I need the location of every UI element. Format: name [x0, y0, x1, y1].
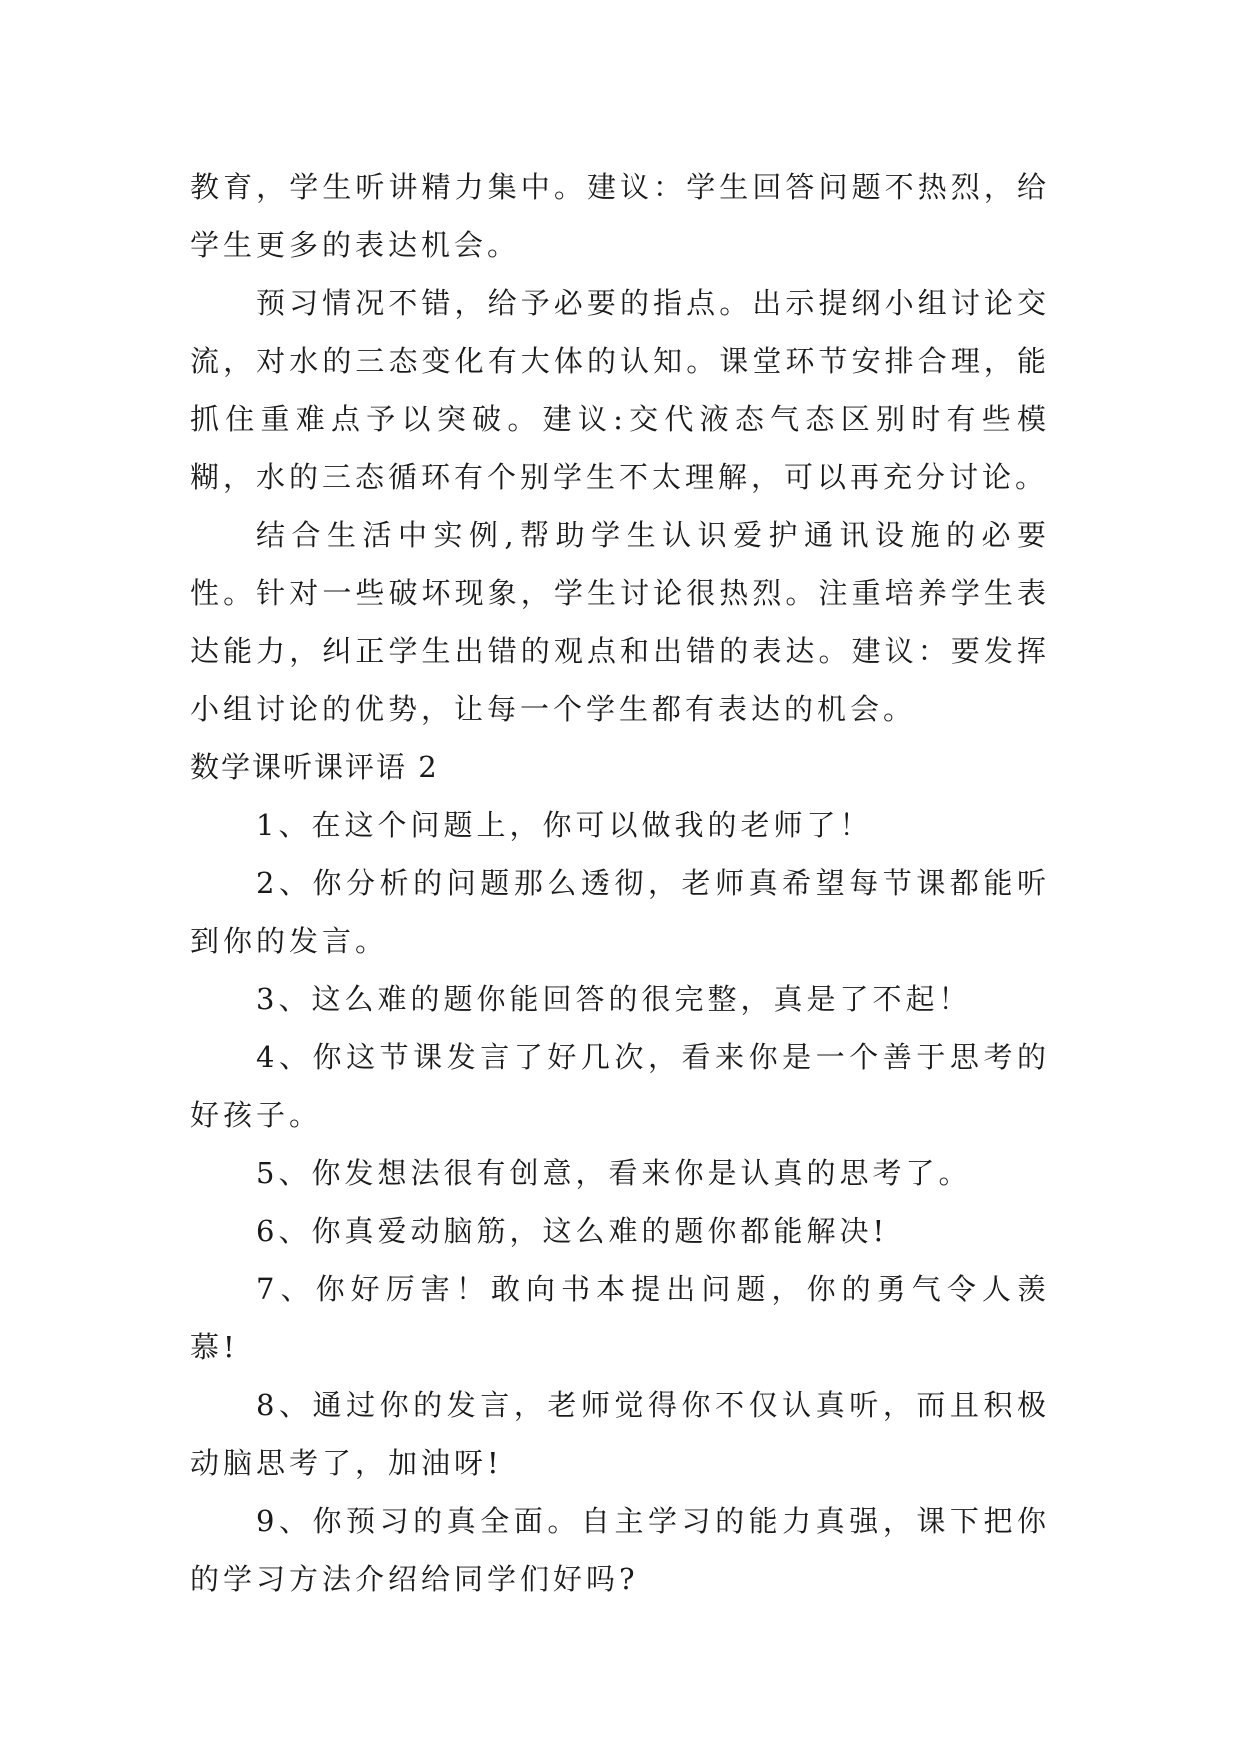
comment-item-3: 3、这么难的题你能回答的很完整，真是了不起！	[256, 982, 972, 1016]
comment-item-8: 8、通过你的发言，老师觉得你不仅认真听，而且积极动脑思考了，加油呀!	[190, 1388, 1050, 1480]
document-body	[190, 158, 1050, 1608]
comment-item-4: 4、你这节课发言了好几次，看来你是一个善于思考的好孩子。	[190, 1040, 1050, 1132]
comment-item-6: 6、你真爱动脑筋，这么难的题你都能解决!	[256, 1214, 889, 1248]
paragraph-water-states: 预习情况不错，给予必要的指点。出示提纲小组讨论交流，对水的三态变化有大体的认知。课堂环节安排合理，能抓住重难点予以突破。建议:交代液态气态区别时有些模糊，水的三态循环有个别学生不太理解，可以再充分讨论。	[190, 286, 1050, 494]
paragraph-communication-facilities: 结合生活中实例,帮助学生认识爱护通讯设施的必要性。针对一些破坏现象，学生讨论很热烈。注重培养学生表达能力，纠正学生出错的观点和出错的表达。建议：要发挥小组讨论的优势，让每一个学生都有表达的机会。	[190, 518, 1050, 726]
paragraph-continuation: 教育，学生听讲精力集中。建议：学生回答问题不热烈，给学生更多的表达机会。	[190, 170, 1050, 262]
comment-item-2: 2、你分析的问题那么透彻，老师真希望每节课都能听到你的发言。	[190, 866, 1050, 958]
comment-item-1: 1、在这个问题上，你可以做我的老师了！	[256, 808, 873, 842]
comment-item-9: 9、你预习的真全面。自主学习的能力真强，课下把你的学习方法介绍给同学们好吗?	[190, 1504, 1050, 1596]
section-title: 数学课听课评语 2	[190, 750, 439, 784]
comment-item-5: 5、你发想法很有创意，看来你是认真的思考了。	[256, 1156, 972, 1190]
comment-item-7: 7、你好厉害！敢向书本提出问题，你的勇气令人羡慕!	[190, 1272, 1050, 1364]
